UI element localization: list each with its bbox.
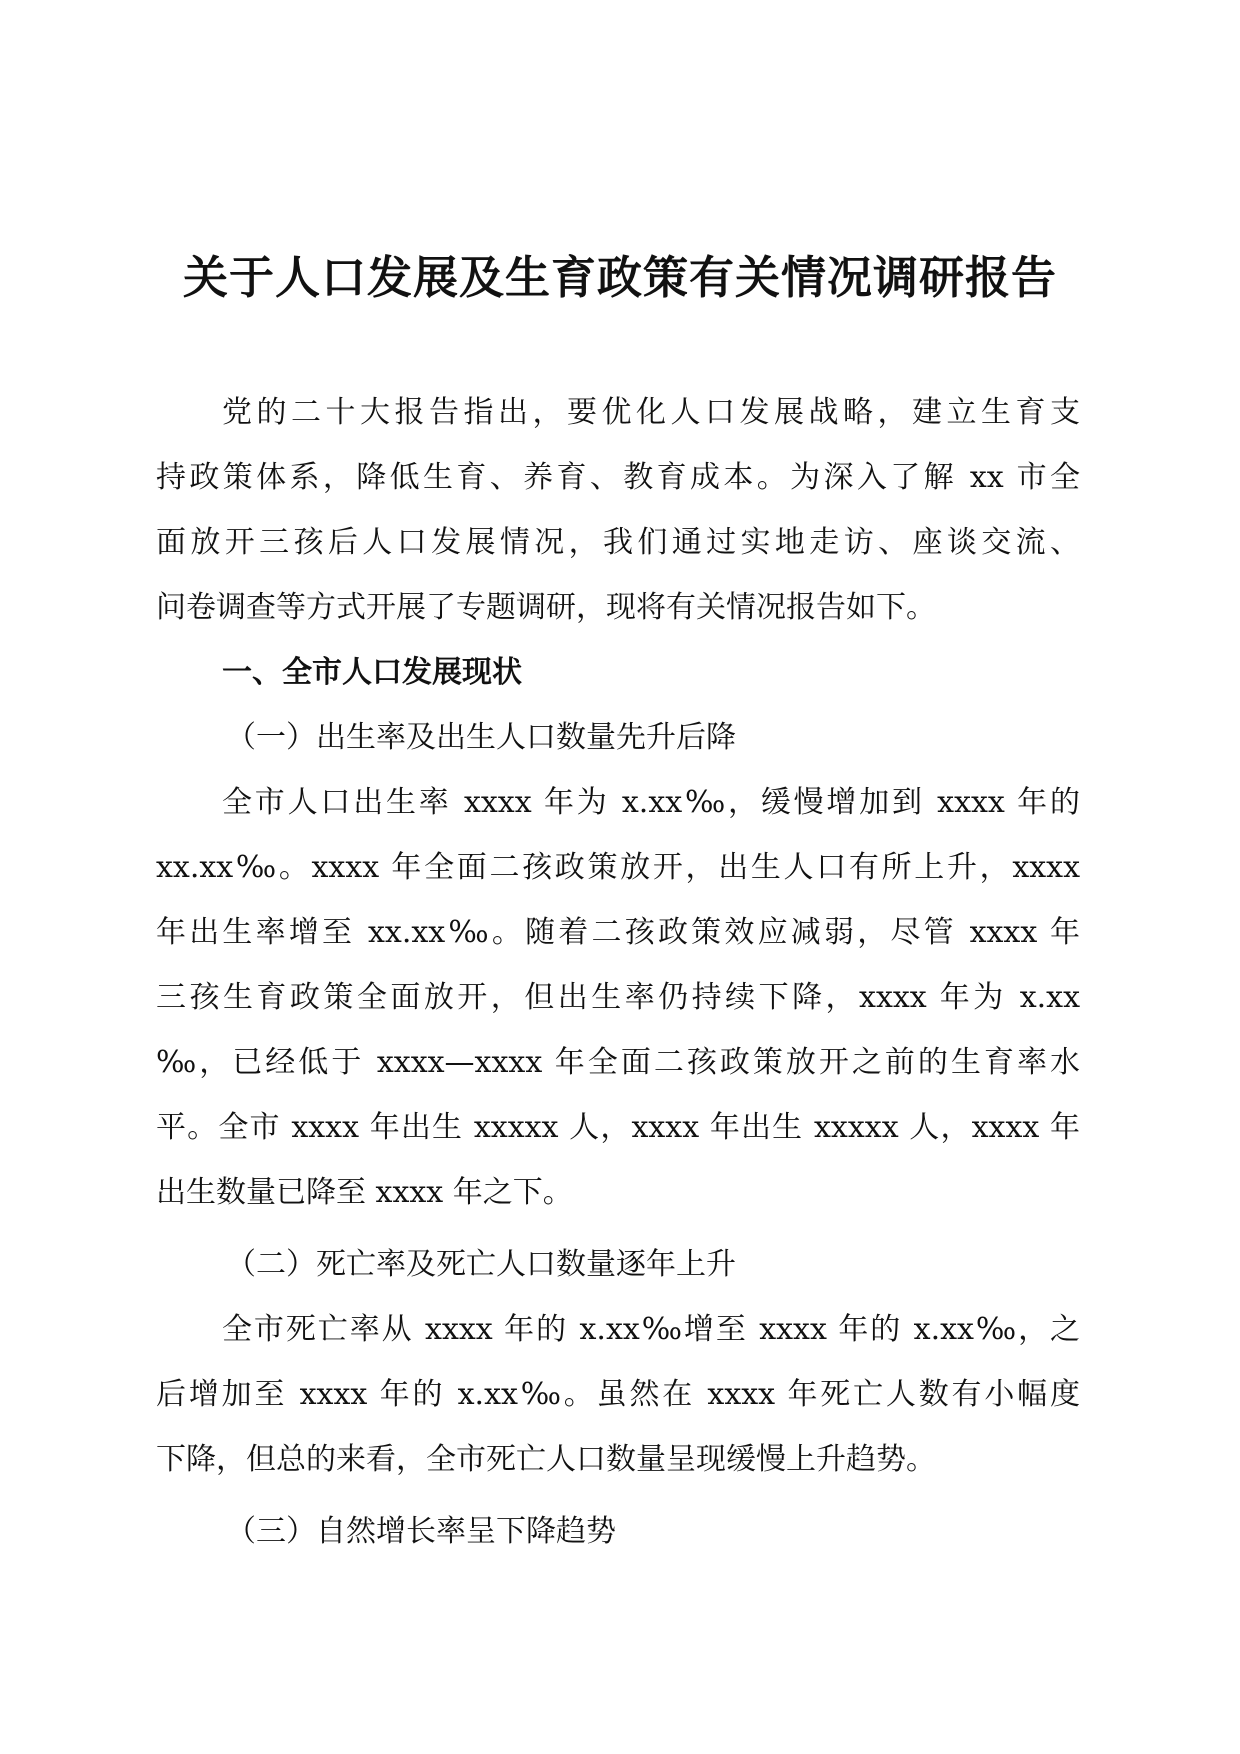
paragraph-line: ‰，已经低于 xxxx—xxxx 年全面二孩政策放开之前的生育率水 (156, 1045, 1080, 1080)
document-body (156, 380, 1080, 1564)
subsection-heading: （一）出生率及出生人口数量先升后降 (226, 720, 736, 755)
paragraph-line: 面放开三孩后人口发展情况，我们通过实地走访、座谈交流、 (156, 525, 1080, 560)
paragraph-line: 党的二十大报告指出，要优化人口发展战略，建立生育支 (222, 395, 1080, 430)
paragraph-line: 年出生率增至 xx.xx‰。随着二孩政策效应减弱，尽管 xxxx 年 (156, 915, 1080, 950)
paragraph-line: 问卷调查等方式开展了专题调研，现将有关情况报告如下。 (156, 590, 936, 625)
paragraph-line: 持政策体系，降低生育、养育、教育成本。为深入了解 xx 市全 (156, 460, 1080, 495)
subsection-heading: （三）自然增长率呈下降趋势 (226, 1514, 616, 1549)
section-heading: 一、全市人口发展现状 (222, 655, 522, 690)
subsection-heading: （二）死亡率及死亡人口数量逐年上升 (226, 1247, 736, 1282)
paragraph-line: 下降，但总的来看，全市死亡人口数量呈现缓慢上升趋势。 (156, 1442, 936, 1477)
paragraph-line: 三孩生育政策全面放开，但出生率仍持续下降，xxxx 年为 x.xx (156, 980, 1080, 1015)
document-title: 关于人口发展及生育政策有关情况调研报告 (182, 251, 1057, 304)
paragraph-line: 后增加至 xxxx 年的 x.xx‰。虽然在 xxxx 年死亡人数有小幅度 (156, 1377, 1080, 1412)
paragraph-line: 平。全市 xxxx 年出生 xxxxx 人，xxxx 年出生 xxxxx 人，xxxx 年 (156, 1110, 1080, 1145)
paragraph-line: 全市死亡率从 xxxx 年的 x.xx‰增至 xxxx 年的 x.xx‰，之 (222, 1312, 1080, 1347)
paragraph-line: 全市人口出生率 xxxx 年为 x.xx‰，缓慢增加到 xxxx 年的 (222, 785, 1080, 820)
paragraph-line: xx.xx‰。xxxx 年全面二孩政策放开，出生人口有所上升，xxxx (156, 850, 1080, 885)
paragraph-line: 出生数量已降至 xxxx 年之下。 (156, 1175, 573, 1210)
